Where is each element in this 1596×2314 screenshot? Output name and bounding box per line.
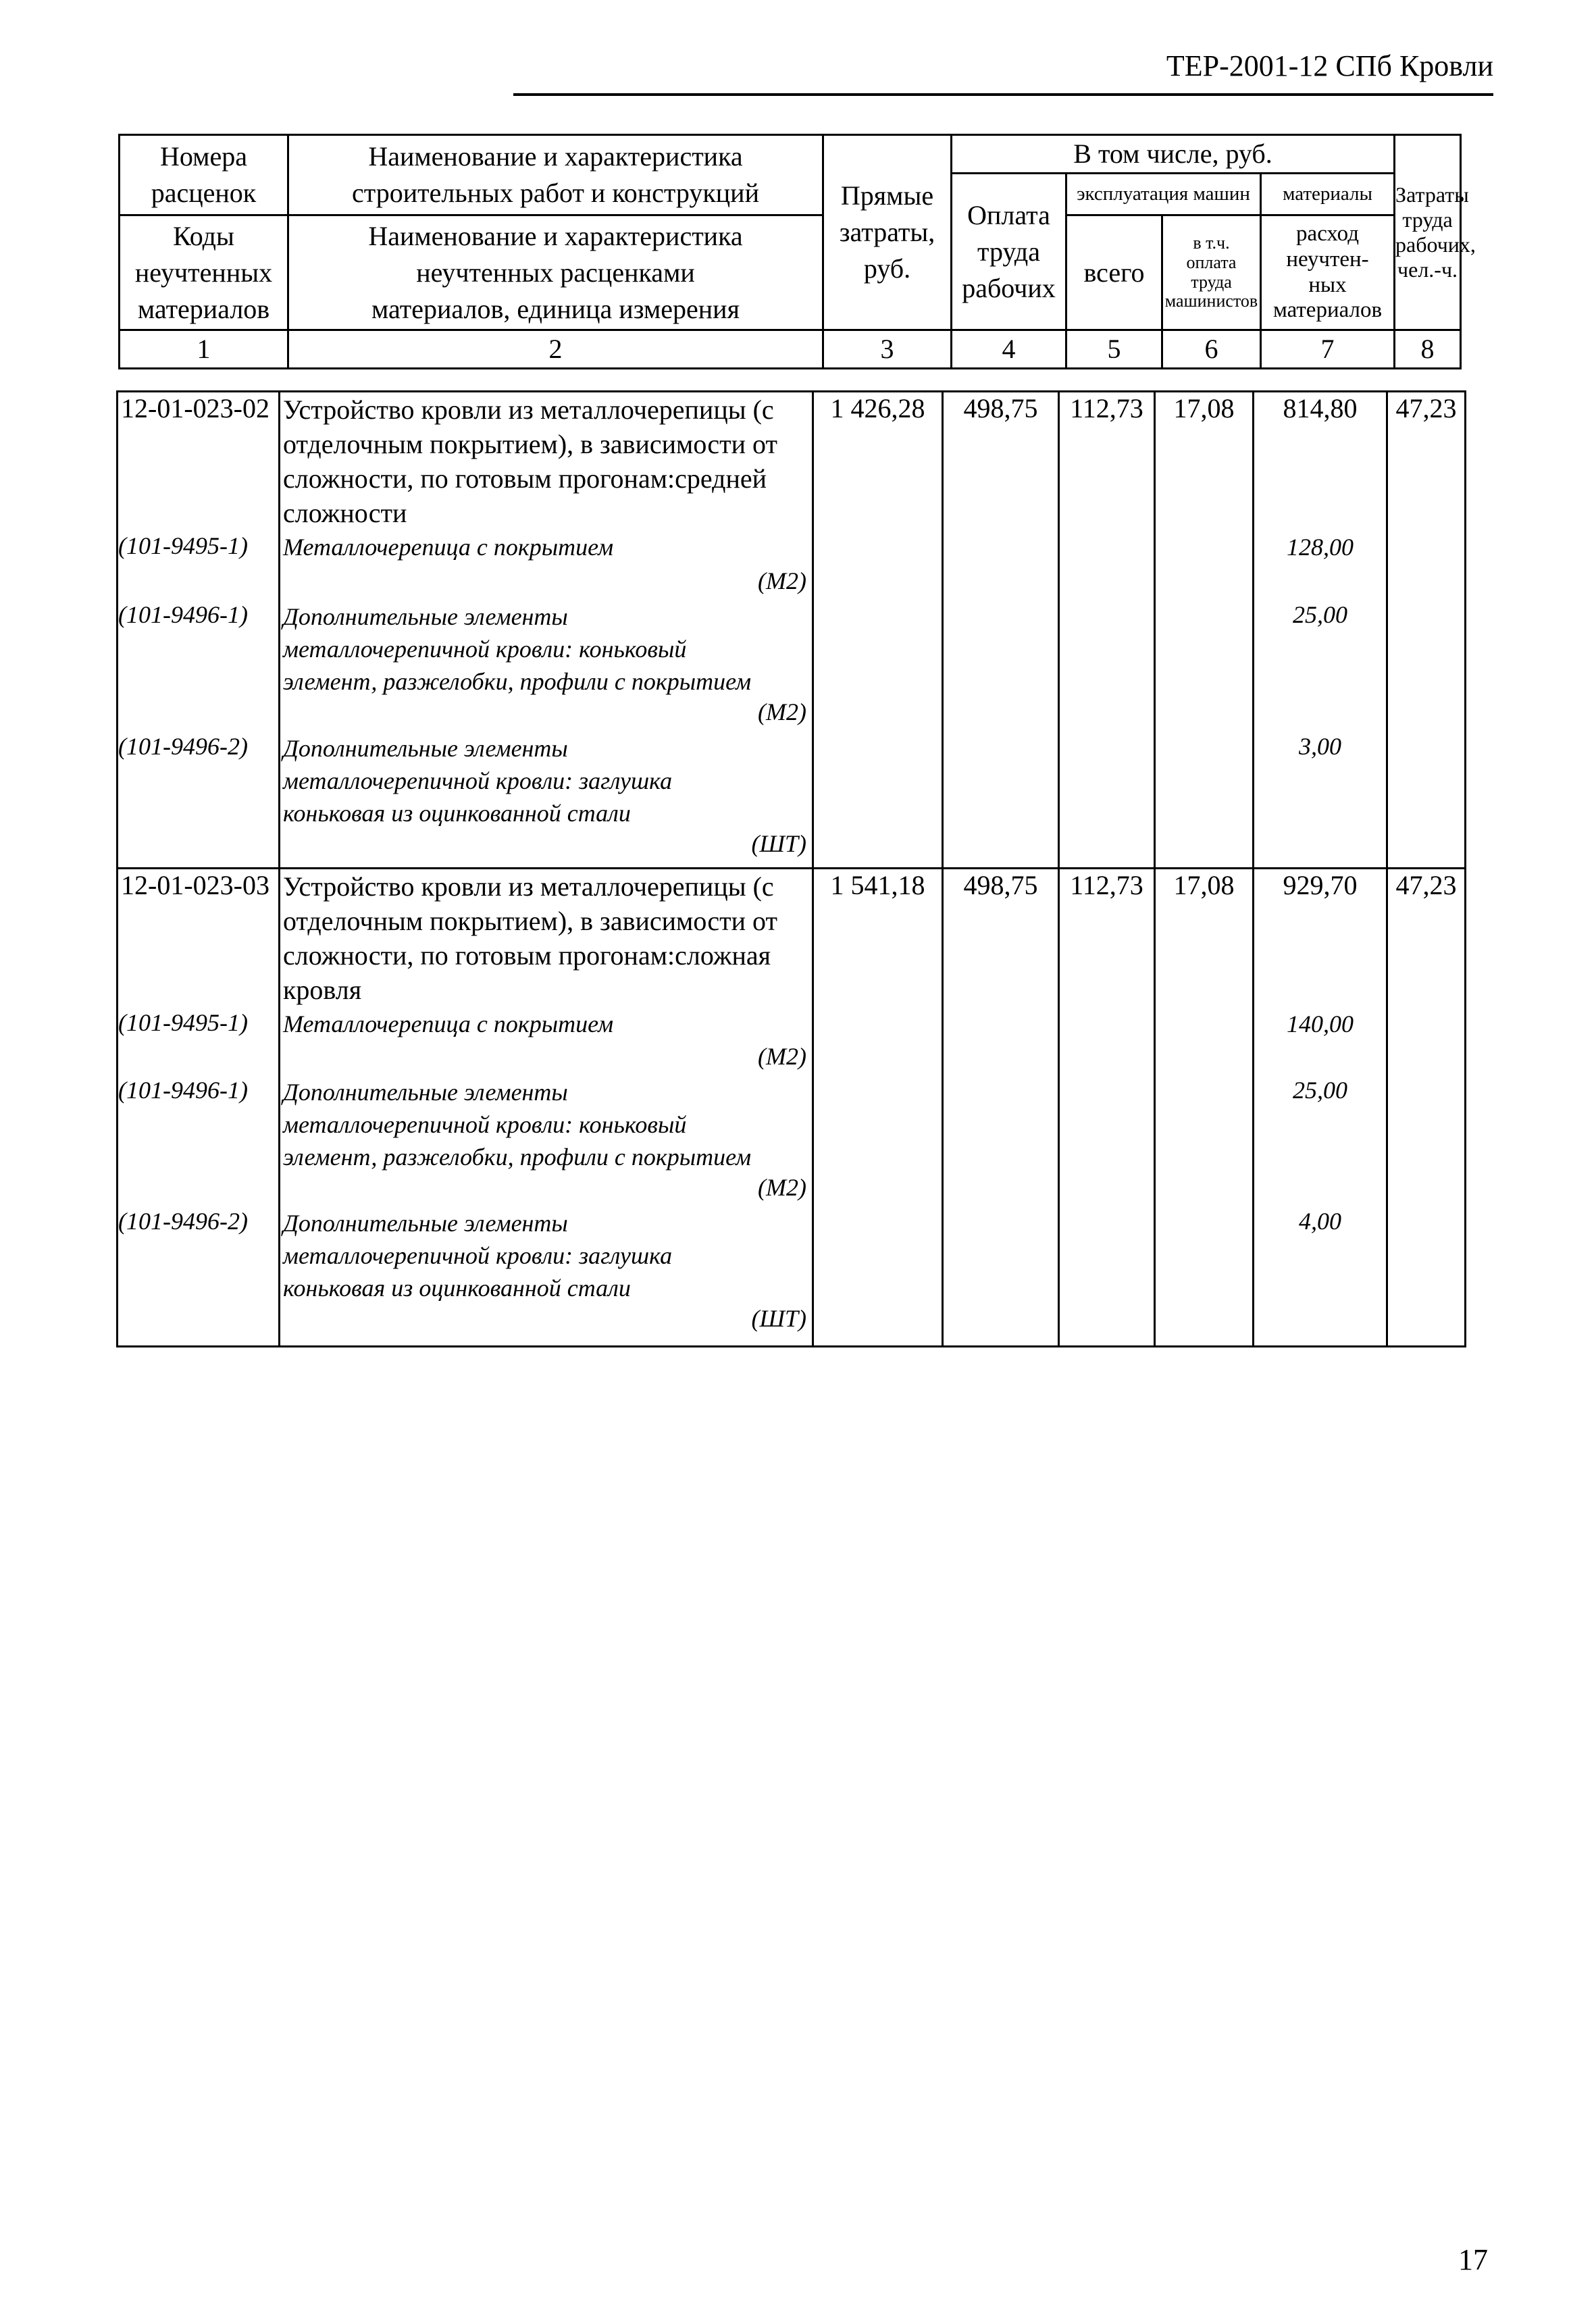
col3-header: Прямые затраты, руб. [823,135,952,330]
material-name: Металлочерепица с покрытием [283,1010,614,1037]
col1-top-header: Номера расценок [120,135,288,215]
labor-hours: 47,23 [1387,869,1466,1347]
material-name: Металлочерепица с покрытием [283,534,614,561]
material-unit: (М2) [758,698,806,725]
page-number: 17 [1458,2243,1488,2276]
col-number-4: 4 [952,330,1066,369]
table-row [118,392,1466,869]
col-number-5: 5 [1066,330,1162,369]
material-code: (101-9496-2) [118,1208,248,1235]
work-name-line: Устройство кровли из металлочерепицы (с [283,871,774,902]
material-name: элемент, разжелобки, профили с покрытием [283,1143,752,1171]
material-code: (101-9496-2) [118,733,248,760]
material-name: элемент, разжелобки, профили с покрытием [283,668,752,695]
material-code: (101-9496-1) [118,601,248,628]
rate-code-cell [118,392,280,869]
col2-top-header: Наименование и характеристика строительных работ и конструкций [288,135,823,215]
col7-header: расход неучтен- ных материалов [1261,215,1395,330]
machines-total: 112,73 [1059,392,1155,869]
table-header [118,134,1476,369]
material-code: (101-9495-1) [118,1009,248,1036]
rate-code: 12-01-023-02 [121,393,269,423]
col1-bottom-header: Коды неучтенных материалов [120,215,288,330]
material-name: Дополнительные элементы [283,735,568,762]
header-rule [513,93,1493,96]
material-qty: 25,00 [1293,1077,1347,1104]
direct-cost: 1 426,28 [813,392,943,869]
material-name: Дополнительные элементы [283,1210,568,1237]
work-name-line: сложности [283,498,407,528]
material-name: Дополнительные элементы [283,1079,568,1106]
work-name-line: кровля [283,975,362,1005]
table-body [116,390,1466,1347]
machines-header: эксплуатация машин [1066,174,1261,215]
work-name-line: Устройство кровли из металлочерепицы (с [283,394,774,425]
col5-header: всего [1066,215,1162,330]
name-cell [280,869,813,1347]
material-unit: (ШТ) [751,830,806,857]
materials-header: материалы [1261,174,1395,215]
material-code: (101-9495-1) [118,532,248,559]
material-name: металлочерепичной кровли: заглушка [283,1242,673,1269]
rate-code-cell [118,869,280,1347]
group-header: В том числе, руб. [952,135,1395,174]
material-name: коньковая из оцинкованной стали [283,800,631,827]
material-qty: 128,00 [1287,534,1354,561]
work-name-line: отделочным покрытием), в зависимости от [283,906,777,936]
material-name: металлочерепичной кровли: коньковый [283,636,687,663]
labor-cost: 498,75 [943,392,1059,869]
work-name-line: сложности, по готовым прогонам:сложная [283,940,771,971]
material-qty: 3,00 [1299,733,1341,760]
machines-total: 112,73 [1059,869,1155,1347]
material-qty: 25,00 [1293,601,1347,628]
material-qty: 4,00 [1299,1208,1341,1235]
machinists-cost: 17,08 [1155,392,1254,869]
col-number-1: 1 [120,330,288,369]
col-number-6: 6 [1162,330,1261,369]
name-cell [280,392,813,869]
work-name-line: отделочным покрытием), в зависимости от [283,429,777,459]
col4-header: Оплата труда рабочих [952,174,1066,330]
materials-cost: 929,70 [1283,870,1358,900]
material-qty: 140,00 [1287,1010,1354,1037]
col2-bottom-header: Наименование и характеристика неучтенных расценками материалов, единица измерения [288,215,823,330]
col-number-7: 7 [1261,330,1395,369]
col6-header: в т.ч. оплата труда машинистов [1162,215,1261,330]
material-name: металлочерепичной кровли: заглушка [283,767,673,794]
materials-cell [1254,869,1387,1347]
document-header: ТЕР-2001-12 СПб Кровли [1166,49,1493,82]
machinists-cost: 17,08 [1155,869,1254,1347]
material-code: (101-9496-1) [118,1077,248,1104]
material-name: Дополнительные элементы [283,603,568,630]
labor-hours: 47,23 [1387,392,1466,869]
work-name-line: сложности, по готовым прогонам:средней [283,463,767,494]
col8-header: Затраты труда рабочих, чел.-ч. [1395,135,1461,330]
materials-cost: 814,80 [1283,393,1358,423]
material-name: металлочерепичной кровли: коньковый [283,1111,687,1138]
labor-cost: 498,75 [943,869,1059,1347]
col-number-2: 2 [288,330,823,369]
material-unit: (М2) [758,1174,806,1201]
materials-cell [1254,392,1387,869]
col-number-8: 8 [1395,330,1461,369]
material-unit: (М2) [758,567,806,594]
col-number-3: 3 [823,330,952,369]
material-name: коньковая из оцинкованной стали [283,1275,631,1302]
material-unit: (М2) [758,1043,806,1070]
rate-code: 12-01-023-03 [121,870,269,900]
table-row [118,869,1466,1347]
direct-cost: 1 541,18 [813,869,943,1347]
material-unit: (ШТ) [751,1305,806,1332]
